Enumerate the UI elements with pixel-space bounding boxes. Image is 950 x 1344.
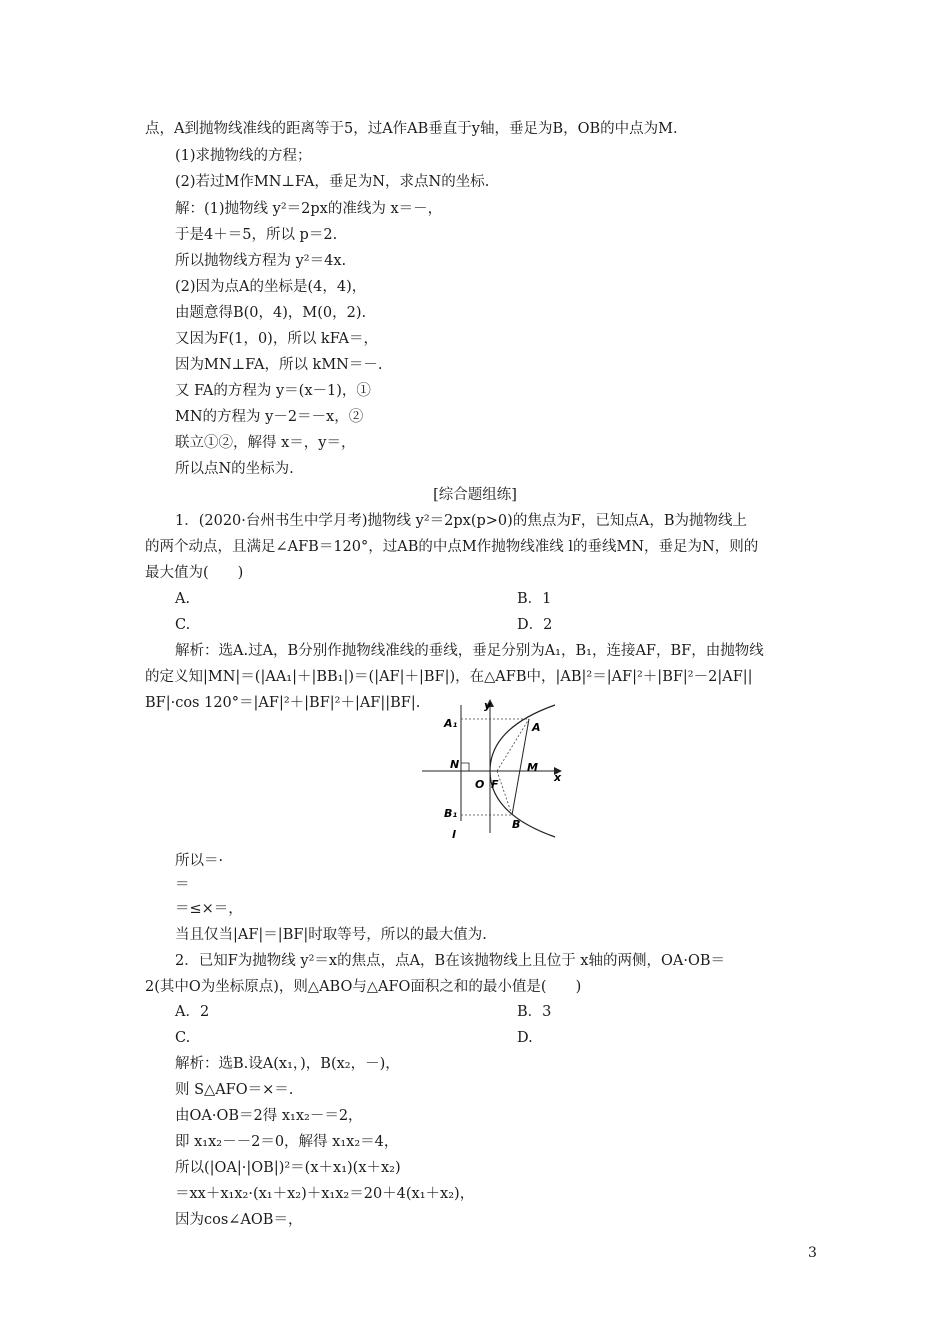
- q2-solution: 即 x₁x₂－－2＝0，解得 x₁x₂＝4，: [175, 1134, 399, 1150]
- parabola-figure: [418, 697, 568, 839]
- q1-option-b: B．1: [517, 591, 552, 607]
- q2-option-b: B．3: [517, 1004, 552, 1020]
- section-title: [综合题组练]: [433, 487, 517, 503]
- q1-analysis: 解析：选A.过A，B分别作抛物线准线的垂线，垂足分别为A₁，B₁，连接AF，BF，由抛物线: [175, 643, 764, 659]
- text-line: 又 FA的方程为 y＝(x－1)，①: [175, 383, 371, 399]
- q2-solution: 所以(|OA|·|OB|)²＝(x＋x₁)(x＋x₂): [175, 1160, 401, 1176]
- q1-option-c: C.: [175, 617, 191, 633]
- text-line: (2)因为点A的坐标是(4，4)，: [175, 279, 367, 295]
- label-n: N: [450, 758, 460, 771]
- q1-analysis: 的定义知|MN|＝(|AA₁|＋|BB₁|)＝(|AF|＋|BF|)，在△AFB中，|AB|²＝|AF|²＋|BF|²－2|AF||: [145, 669, 753, 685]
- q2-solution: 解析：选B.设A(x₁，)，B(x₂，－)，: [175, 1056, 400, 1072]
- label-a1: A₁: [444, 717, 458, 730]
- text-line: 由题意得B(0，4)，M(0，2).: [175, 305, 367, 321]
- q2-option-a: A．2: [175, 1004, 210, 1020]
- label-b1: B₁: [444, 807, 458, 820]
- label-b: B: [512, 818, 521, 831]
- label-x: x: [554, 771, 562, 784]
- text-line: 所以点N的坐标为.: [175, 461, 294, 477]
- label-a: A: [532, 721, 541, 734]
- text-line: 所以＝·: [175, 853, 224, 869]
- text-line: 所以抛物线方程为 y²＝4x.: [175, 253, 347, 269]
- q2-solution: ＝xx＋x₁x₂·(x₁＋x₂)＋x₁x₂＝20＋4(x₁＋x₂)，: [175, 1186, 475, 1202]
- text-line: (1)求抛物线的方程；: [175, 148, 312, 164]
- q2-option-d: D.: [517, 1030, 533, 1046]
- q2-line: 2(其中O为坐标原点)，则△ABO与△AFO面积之和的最小值是( ): [145, 979, 582, 995]
- label-l: l: [452, 828, 456, 839]
- q2-line: 2．已知F为抛物线 y²＝x的焦点，点A，B在该抛物线上且位于 x轴的两侧，OA·OB＝: [175, 953, 725, 969]
- text-line: 于是4＋＝5，所以 p＝2.: [175, 227, 338, 243]
- right-angle-mark: [461, 763, 469, 771]
- q1-line: 1．(2020·台州书生中学月考)抛物线 y²＝2px(p>0)的焦点为F，已知点A，B为抛物线上: [175, 513, 748, 529]
- text-line: 因为MN⊥FA，所以 kMN＝－.: [175, 357, 383, 373]
- text-line: 当且仅当|AF|＝|BF|时取等号，所以的最大值为.: [175, 927, 487, 943]
- q1-line: 最大值为( ): [145, 565, 244, 581]
- q1-analysis: BF|·cos 120°＝|AF|²＋|BF|²＋|AF||BF|.: [145, 695, 421, 711]
- text-line: MN的方程为 y－2＝－x，②: [175, 409, 364, 425]
- text-line: 又因为F(1，0)，所以 kFA＝，: [175, 331, 378, 347]
- page-number: 3: [808, 1245, 817, 1261]
- q2-solution: 由OA·OB＝2得 x₁x₂－＝2，: [175, 1108, 363, 1124]
- dotted-line: [497, 771, 512, 815]
- text-line: 点，A到抛物线准线的距离等于5，过A作AB垂直于y轴，垂足为B，OB的中点为M.: [145, 121, 678, 137]
- text-line: ＝: [175, 877, 190, 893]
- q1-option-d: D．2: [517, 617, 553, 633]
- label-y: y: [484, 699, 492, 712]
- q2-solution: 则 S△AFO＝×＝.: [175, 1082, 294, 1098]
- text-line: 解：(1)抛物线 y²＝2px的准线为 x＝－，: [175, 201, 443, 217]
- label-f: F: [491, 778, 499, 791]
- label-o: O: [475, 778, 485, 791]
- q2-solution: 因为cos∠AOB＝，: [175, 1212, 303, 1228]
- label-m: M: [527, 761, 538, 774]
- text-line: (2)若过M作MN⊥FA，垂足为N，求点N的坐标.: [175, 174, 490, 190]
- text-line: 联立①②，解得 x＝，y＝，: [175, 435, 356, 451]
- text-line: ＝≤×＝，: [175, 901, 243, 917]
- q1-option-a: A.: [175, 591, 191, 607]
- q1-line: 的两个动点，且满足∠AFB＝120°，过AB的中点M作抛物线准线 l的垂线MN，垂足为N，则的: [145, 539, 759, 555]
- q2-option-c: C.: [175, 1030, 191, 1046]
